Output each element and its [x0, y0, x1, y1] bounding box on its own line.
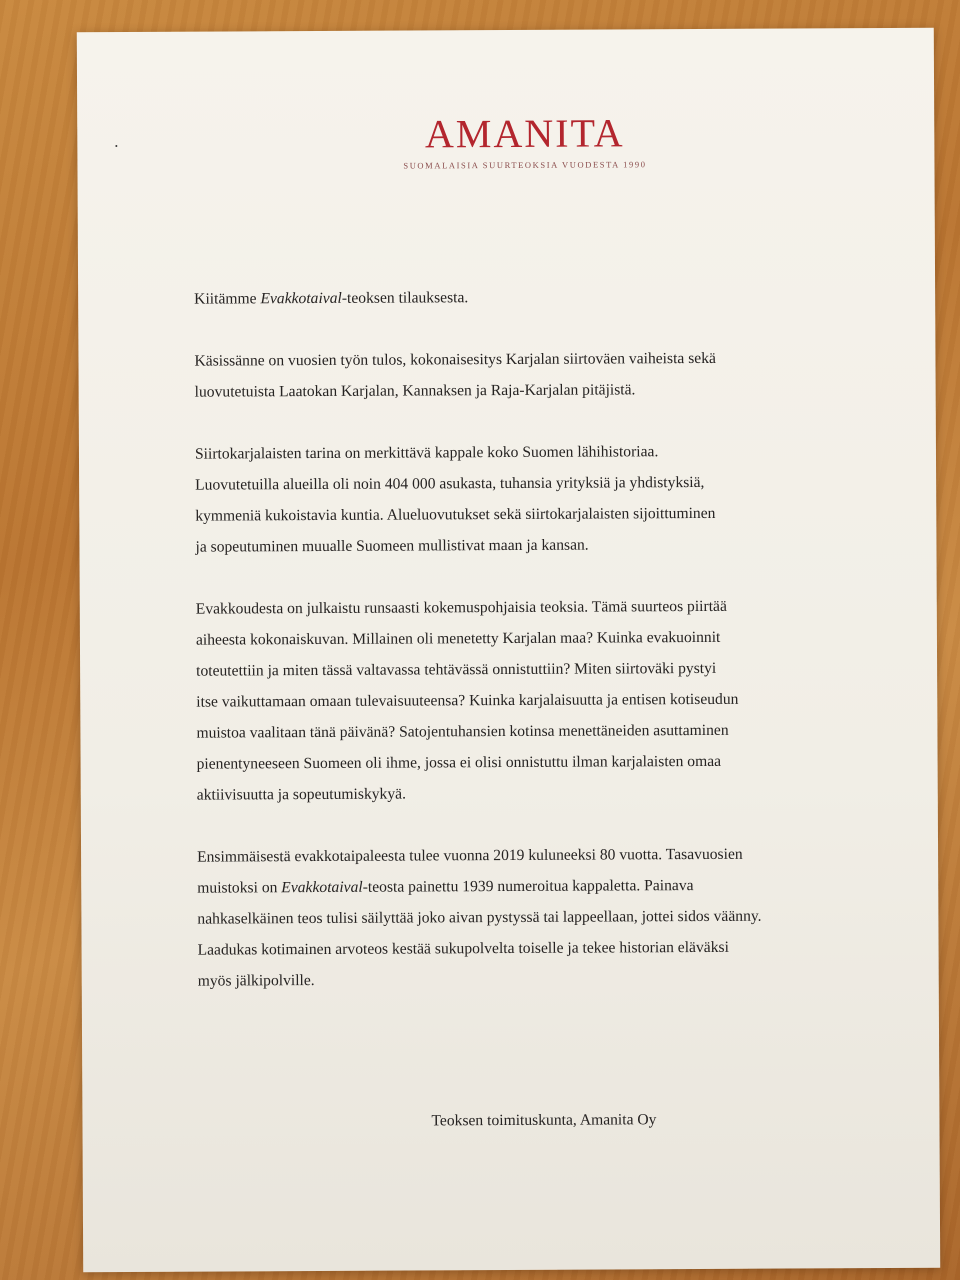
paragraph-intro — [194, 342, 914, 408]
text-line — [197, 869, 917, 904]
paragraph-anniversary — [197, 838, 918, 997]
text-line: aktiivisuutta ja sopeutumiskykyä. — [196, 785, 407, 804]
text-line: aiheesta kokonaiskuvan. Millainen oli menetetty Karjalan maa? Kuinka evakuoinnit — [195, 628, 721, 649]
paragraph-history — [195, 435, 916, 563]
paragraph-overview — [196, 590, 917, 811]
text-line: itse vaikuttamaan omaan tulevaisuuteensa? Kuinka karjalaisuutta ja entisen kotiseudun — [196, 690, 739, 711]
book-title: Evakkotaival — [260, 289, 342, 308]
thanks-text-start: Kiitämme — [194, 290, 261, 308]
text-line: toteutettiin ja miten tässä valtavassa tehtävässä onnistuttiin? Miten siirtoväki pystyi — [196, 659, 717, 680]
letter-body — [194, 280, 918, 1028]
text-line: kymmeniä kukoistavia kuntia. Alueluovutukset sekä siirtokarjalaisten sijoittuminen — [195, 504, 716, 525]
letter-paper — [77, 28, 940, 1272]
thanks-text-end: -teoksen tilauksesta. — [341, 289, 469, 307]
text-line: pienentyneeseen Suomeen oli ihme, jossa ei olisi onnistuttu ilman karjalaisten omaa — [196, 752, 722, 773]
text-line: ja sopeutuminen muualle Suomeen mullistivat maan ja kansan. — [195, 536, 589, 556]
text-fragment: muistoksi on — [197, 879, 282, 897]
amanita-logo — [77, 110, 934, 172]
book-title: Evakkotaival — [281, 878, 363, 897]
text-line: Siirtokarjalaisten tarina on merkittävä kappale koko Suomen lähihistoriaa. — [194, 443, 659, 463]
text-line: Luovutetuilla alueilla oli noin 404 000 asukasta, tuhansia yrityksiä ja yhdistyksiä, — [195, 473, 705, 494]
text-line: myös jälkipolville. — [197, 972, 315, 990]
logo-tagline: SUOMALAISIA SUURTEOKSIA VUODESTA 1990 — [403, 159, 647, 171]
text-line: Käsissänne on vuosien työn tulos, kokonaisesitys Karjalan siirtoväen vaiheista sekä — [194, 349, 716, 370]
text-line: luovutetuista Laatokan Karjalan, Kannaksen ja Raja-Karjalan pitäjistä. — [194, 381, 636, 401]
text-line: nahkaselkäinen teos tulisi säilyttää joko aivan pystyssä tai lappeellaan, jottei sidos väänny. — [197, 907, 762, 928]
text-line: Evakkoudesta on julkaistu runsaasti kokemuspohjaisia teoksia. Tämä suurteos piirtää — [195, 597, 727, 618]
signature: Teoksen toimituskunta, Amanita Oy — [431, 1111, 657, 1130]
paragraph-thanks — [194, 280, 914, 315]
text-line: muistoa vaalitaan tänä päivänä? Satojentuhansien kotinsa menettäneiden asuttaminen — [196, 721, 729, 742]
logo-wordmark: AMANITA — [424, 110, 625, 157]
text-fragment: -teosta painettu 1939 numeroitua kappaletta. Painava — [362, 877, 694, 896]
text-line: Laadukas kotimainen arvoteos kestää sukupolvelta toiselle ja tekee historian eläväksi — [197, 938, 729, 959]
text-line: Ensimmäisestä evakkotaipaleesta tulee vuonna 2019 kuluneeksi 80 vuotta. Tasavuosien — [197, 845, 743, 866]
